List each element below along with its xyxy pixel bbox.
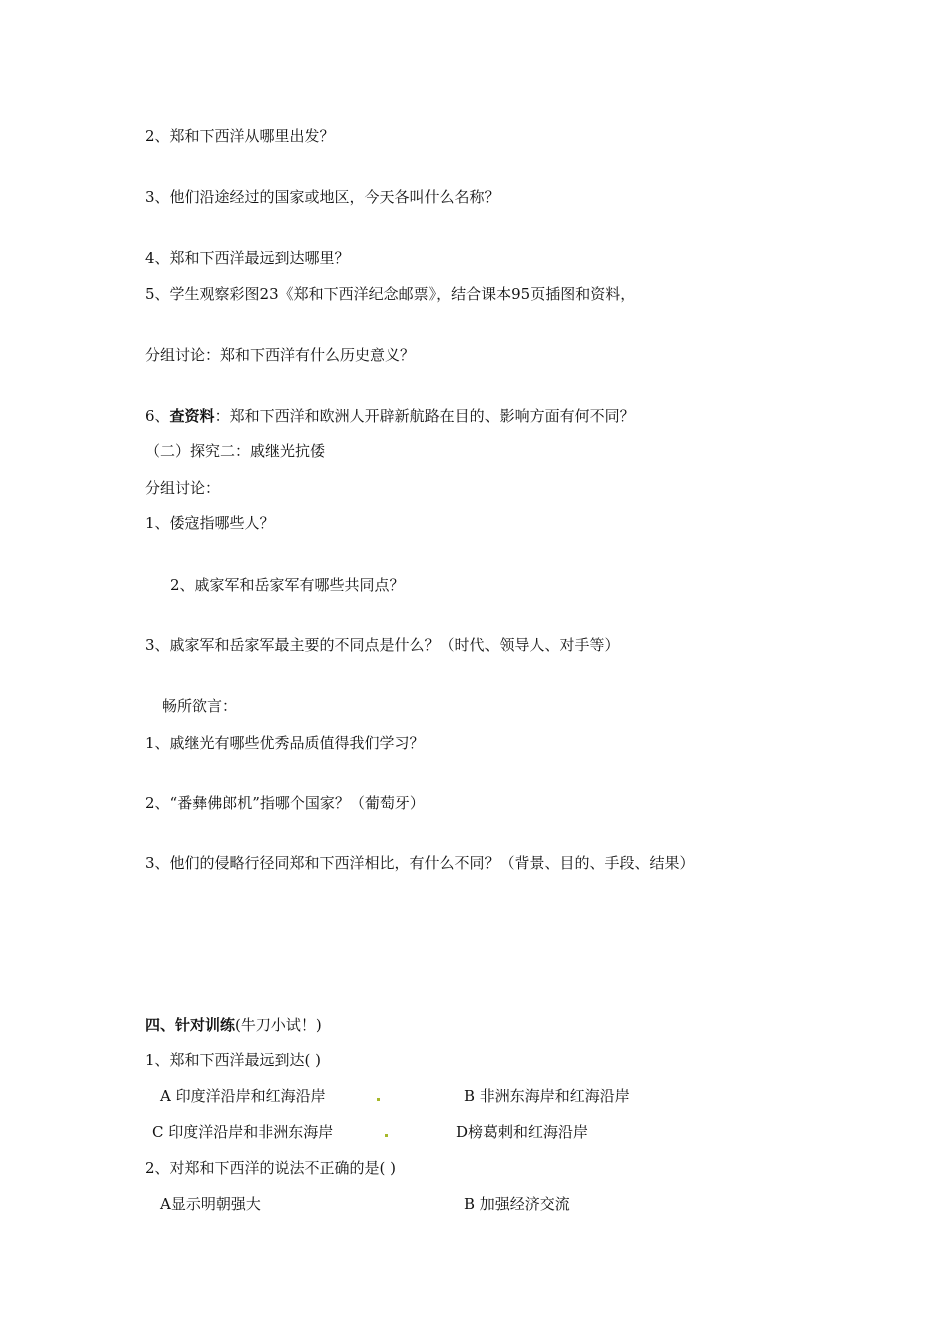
- question-4-farthest: 4、郑和下西洋最远到达哪里？: [145, 249, 350, 267]
- explore-2-title: （二）探究二：戚继光抗倭: [145, 442, 326, 460]
- group-discussion-significance: 分组讨论：郑和下西洋有什么历史意义？: [145, 346, 416, 364]
- question-6-text: ：郑和下西洋和欧洲人开辟新航路在目的、影响方面有何不同？: [214, 407, 635, 425]
- training-q2-option-b: B 加强经济交流: [464, 1195, 570, 1213]
- training-q1-option-c: C 印度洋沿岸和非洲东海岸: [152, 1123, 334, 1141]
- question-5-stamp: 5、学生观察彩图23《郑和下西洋纪念邮票》，结合课本95页插图和资料，: [145, 285, 636, 303]
- free-talk-question-1: 1、戚继光有哪些优秀品质值得我们学习？: [145, 734, 425, 752]
- decorative-dot: [377, 1098, 380, 1101]
- decorative-dot: [385, 1134, 388, 1137]
- explore-2-question-2: 2、戚家军和岳家军有哪些共同点？: [170, 576, 405, 594]
- explore-2-question-1: 1、倭寇指哪些人？: [145, 514, 275, 532]
- section-4-title-bold: 四、针对训练: [145, 1016, 236, 1034]
- training-question-1: 1、郑和下西洋最远到达( ): [145, 1051, 322, 1069]
- free-talk-question-2: 2、“番彝佛郎机”指哪个国家？（葡萄牙）: [145, 794, 425, 812]
- explore-2-question-3: 3、戚家军和岳家军最主要的不同点是什么？（时代、领导人、对手等）: [145, 636, 620, 654]
- question-2-departure: 2、郑和下西洋从哪里出发？: [145, 127, 335, 145]
- question-3-countries: 3、他们沿途经过的国家或地区，今天各叫什么名称？: [145, 188, 500, 206]
- free-talk-label: 畅所欲言：: [162, 697, 238, 715]
- section-4-title-rest: (牛刀小试！): [235, 1016, 322, 1034]
- free-talk-question-3: 3、他们的侵略行径同郑和下西洋相比，有什么不同？（背景、目的、手段、结果）: [145, 854, 695, 872]
- group-discussion-label: 分组讨论：: [145, 479, 221, 497]
- section-4-title: [145, 1015, 322, 1035]
- training-q1-option-b: B 非洲东海岸和红海沿岸: [464, 1087, 630, 1105]
- training-q1-option-a: A 印度洋沿岸和红海沿岸: [160, 1087, 326, 1105]
- training-q1-option-d: D榜葛剌和红海沿岸: [456, 1123, 589, 1141]
- training-q2-option-a: A显示明朝强大: [160, 1195, 261, 1213]
- question-6-number: 6、: [145, 407, 170, 425]
- question-6-research: [145, 406, 635, 426]
- question-6-bold-label: 查资料: [169, 407, 215, 425]
- training-question-2: 2、对郑和下西洋的说法不正确的是( ): [145, 1159, 397, 1177]
